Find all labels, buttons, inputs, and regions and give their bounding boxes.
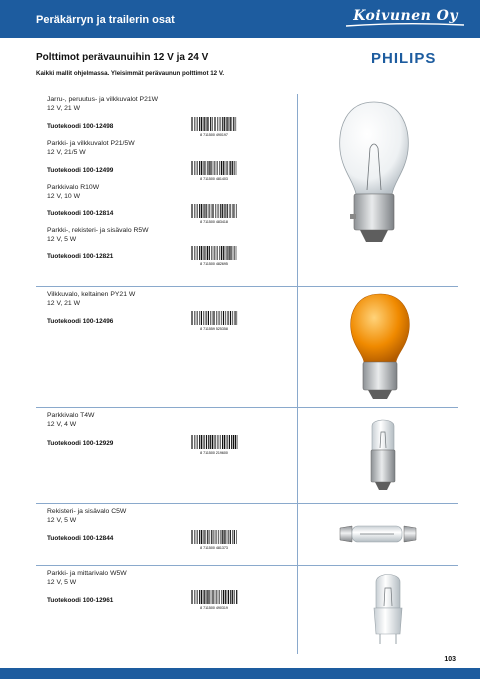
product-item [47, 184, 99, 201]
page-header [0, 0, 480, 38]
barcode-number: 8 711559 525358 [200, 327, 228, 331]
barcode [190, 530, 238, 550]
product-item [47, 140, 135, 157]
barcode [190, 590, 238, 610]
barcode-graphic [190, 590, 238, 610]
bulb-t4w-icon [366, 414, 400, 494]
section-title: Peräkärryn ja trailerin osat [36, 14, 175, 26]
barcode-number: 8 711500 490197 [200, 133, 228, 137]
product-name: Jarru-, peruutus- ja vilkkuvalot P21W [47, 96, 159, 103]
page-title: Polttimot perävaunuihin 12 V ja 24 V [36, 52, 209, 63]
product-code: Tuotekoodi 100-12821 [47, 253, 114, 260]
product-item [47, 227, 149, 244]
bulb-py21w-icon [346, 290, 414, 402]
barcode [190, 435, 238, 455]
barcode-graphic [190, 161, 238, 181]
product-spec: 12 V, 4 W [47, 420, 77, 428]
barcode-graphic [190, 311, 238, 331]
product-spec: 12 V, 5 W [47, 516, 77, 524]
barcode-number: 8 711500 481403 [200, 177, 228, 181]
product-spec: 12 V, 21 W [47, 299, 80, 307]
product-code: Tuotekoodi 100-12961 [47, 597, 114, 604]
barcode-number: 8 711500 483418 [200, 220, 228, 224]
section-divider [36, 407, 458, 408]
product-spec: 12 V, 5 W [47, 578, 77, 586]
barcode [190, 117, 238, 137]
barcode-graphic [190, 117, 238, 137]
barcode-number: 8 711500 490319 [200, 606, 228, 610]
product-code: Tuotekoodi 100-12499 [47, 167, 114, 174]
column-divider [297, 94, 298, 654]
page-subtitle: Kaikki mallit ohjelmassa. Yleisimmät perävaunun polttimot 12 V. [36, 70, 225, 77]
barcode-graphic [190, 530, 238, 550]
product-spec: 12 V, 21/5 W [47, 148, 86, 156]
product-name: Parkkivalo T4W [47, 412, 95, 419]
product-code: Tuotekoodi 100-12496 [47, 318, 114, 325]
brand-logo: Koivunen Oy [353, 8, 458, 24]
barcode-graphic [190, 204, 238, 224]
barcode [190, 246, 238, 266]
barcode [190, 204, 238, 224]
barcode-number: 8 711500 481373 [200, 546, 228, 550]
product-code: Tuotekoodi 100-12498 [47, 123, 114, 130]
bulb-p21w-icon [334, 98, 414, 248]
bulb-c5w-icon [338, 520, 418, 548]
product-name: Parkkivalo R10W [47, 184, 100, 191]
product-spec: 12 V, 10 W [47, 192, 80, 200]
barcode [190, 161, 238, 181]
section-divider [36, 286, 458, 287]
brand-swoosh-icon [344, 21, 466, 29]
product-item [47, 96, 158, 113]
barcode [190, 311, 238, 331]
barcode-number: 8 711500 482695 [200, 262, 228, 266]
product-item [47, 570, 127, 587]
product-name: Parkki-, rekisteri- ja sisävalo R5W [47, 227, 149, 234]
product-name: Vilkkuvalo, keltainen PY21 W [47, 291, 136, 298]
page-number: 103 [444, 656, 456, 663]
product-item [47, 412, 94, 429]
barcode-graphic [190, 246, 238, 266]
product-item [47, 508, 126, 525]
page-footer [0, 668, 480, 679]
philips-logo: PHILIPS [371, 50, 437, 67]
product-name: Parkki- ja vilkkuvalot P21/5W [47, 140, 135, 147]
product-code: Tuotekoodi 100-12844 [47, 535, 114, 542]
product-name: Parkki- ja mittarivalo W5W [47, 570, 127, 577]
product-name: Rekisteri- ja sisävalo C5W [47, 508, 127, 515]
section-divider [36, 503, 458, 504]
product-spec: 12 V, 21 W [47, 104, 80, 112]
barcode-number: 8 711500 219600 [200, 451, 228, 455]
product-code: Tuotekoodi 100-12814 [47, 210, 114, 217]
product-item [47, 291, 135, 308]
product-spec: 12 V, 5 W [47, 235, 77, 243]
bulb-w5w-icon [366, 568, 410, 648]
barcode-graphic [190, 435, 238, 455]
product-code: Tuotekoodi 100-12929 [47, 440, 114, 447]
section-divider [36, 565, 458, 566]
